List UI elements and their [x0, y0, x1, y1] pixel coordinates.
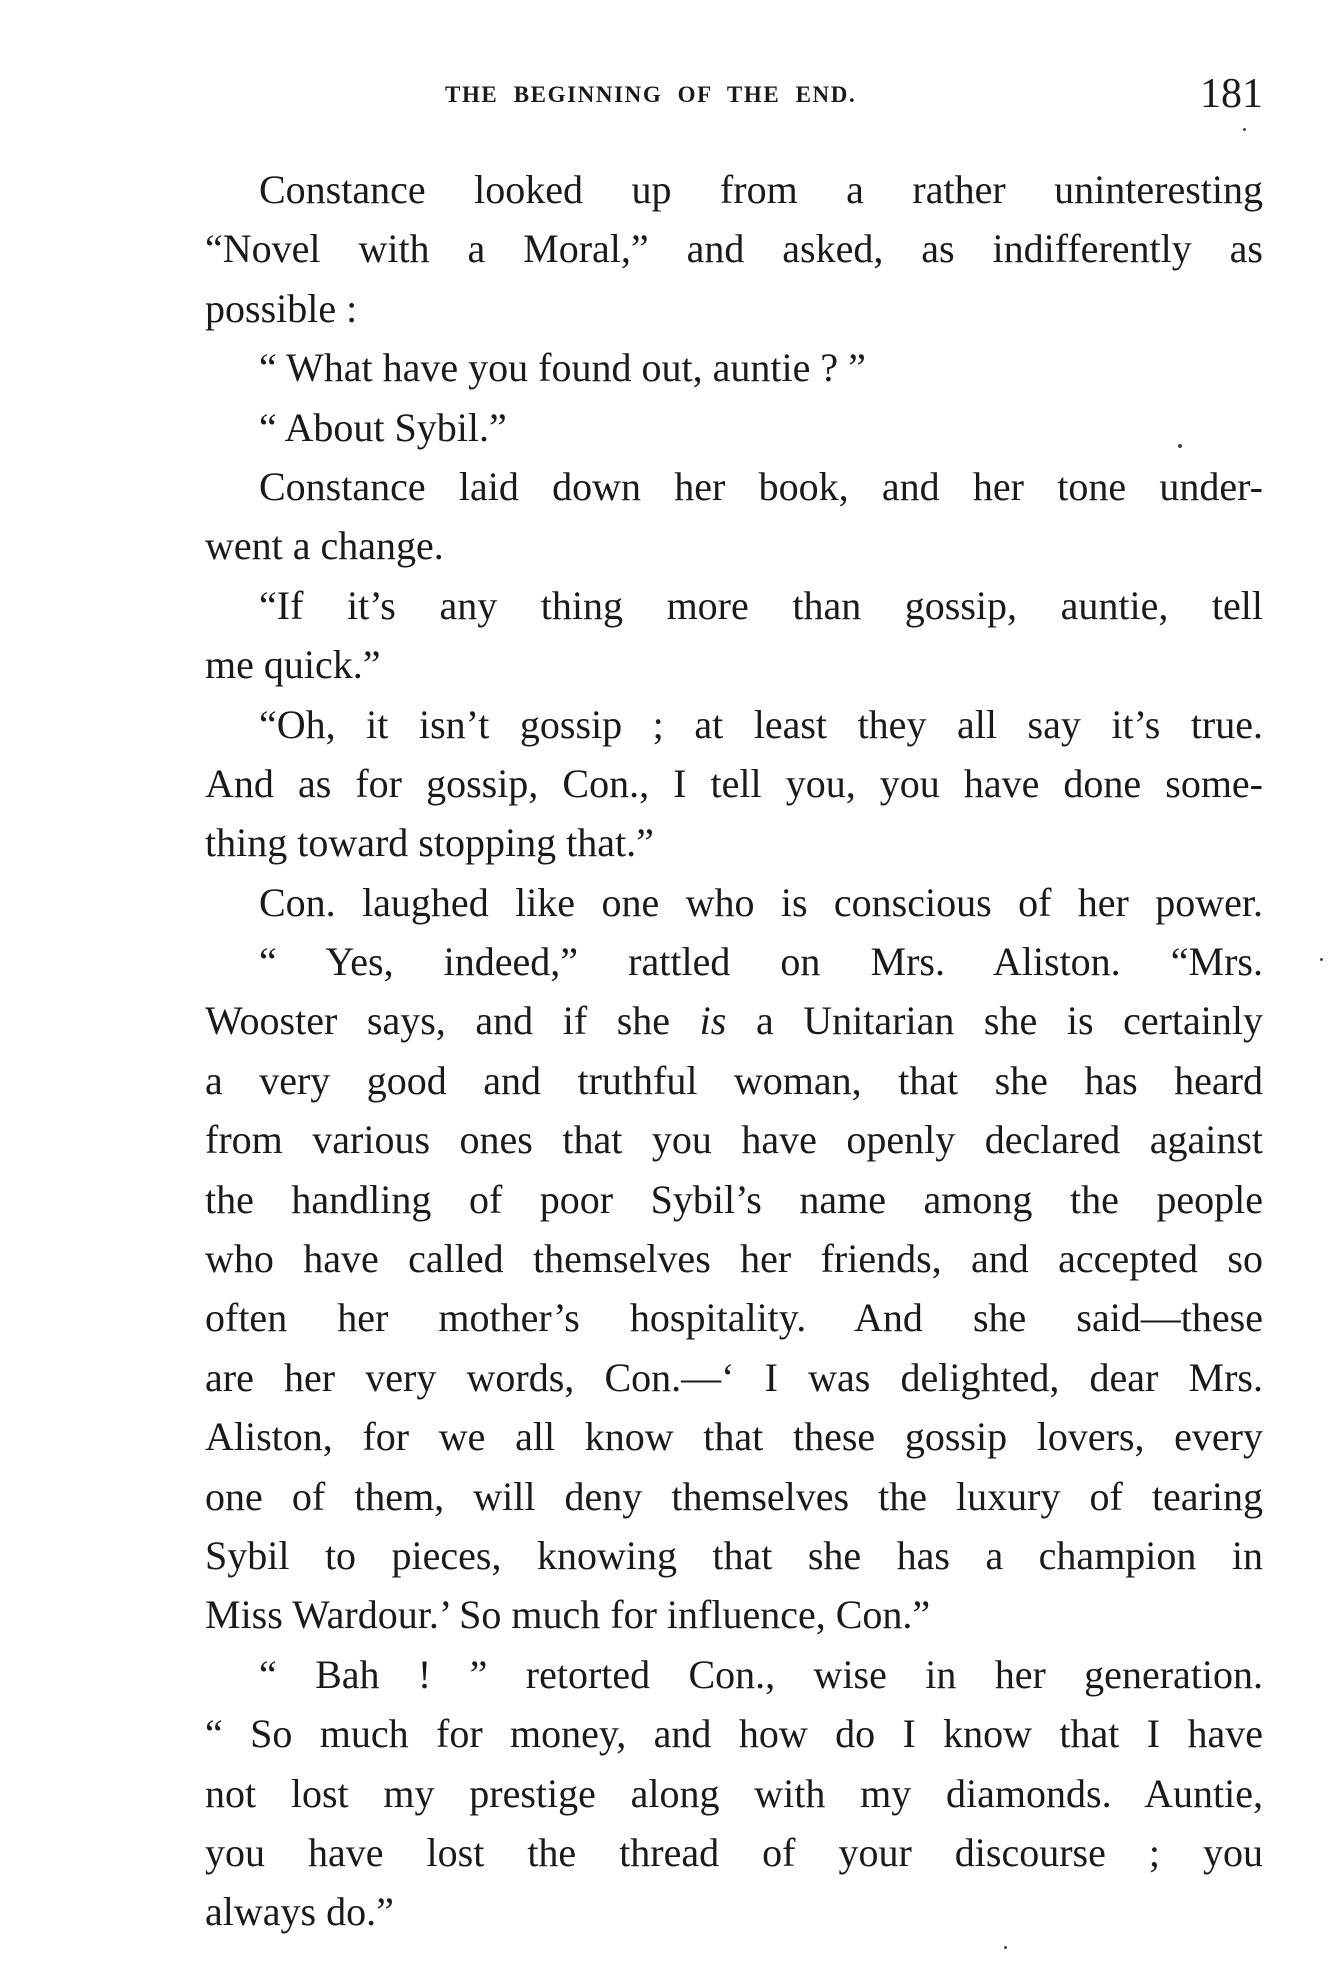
text-line: “Oh, it isn’t gossip ; at least they all say it’s true.: [259, 701, 1263, 747]
text-line: Con. laughed like one who is conscious of her power.: [259, 879, 1263, 925]
text-segment: a Unitarian she is certainly: [755, 998, 1264, 1044]
text-line: you have lost the thread of your discourse ; you: [205, 1829, 1263, 1875]
text-line: the handling of poor Sybil’s name among the people: [205, 1176, 1263, 1222]
text-line: And as for gossip, Con., I tell you, you have done some-: [205, 760, 1263, 806]
text-line: “ Yes, indeed,” rattled on Mrs. Aliston. “Mrs.: [259, 939, 1263, 985]
print-speck: [1004, 1946, 1007, 1949]
text-line: Aliston, for we all know that these gossip lovers, every: [205, 1414, 1263, 1460]
print-speck: [1178, 444, 1182, 448]
text-line: went a change.: [205, 523, 444, 569]
text-line: are her very words, Con.—‘ I was delighted, dear Mrs.: [205, 1354, 1263, 1400]
text-line: Constance laid down her book, and her tone under-: [259, 463, 1263, 509]
text-line: a very good and truthful woman, that she has heard: [205, 1057, 1263, 1103]
italic-word: is: [699, 998, 727, 1044]
text-line: “ So much for money, and how do I know that I have: [205, 1711, 1263, 1757]
page-number: 181: [1200, 71, 1263, 117]
text-line: one of them, will deny themselves the luxury of tearing: [205, 1473, 1263, 1519]
text-line: often her mother’s hospitality. And she said—these: [205, 1295, 1263, 1341]
text-line: always do.”: [205, 1889, 394, 1935]
text-line: Miss Wardour.’ So much for influence, Con.”: [205, 1592, 931, 1638]
text-line: from various ones that you have openly declared against: [205, 1117, 1263, 1163]
text-line: thing toward stopping that.”: [205, 820, 654, 866]
text-line: “ What have you found out, auntie ? ”: [259, 345, 866, 391]
running-title: THE BEGINNING OF THE END.: [445, 82, 857, 107]
text-line: “If it’s any thing more than gossip, auntie, tell: [259, 582, 1263, 628]
text-line: “Novel with a Moral,” and asked, as indifferently as: [205, 226, 1263, 272]
print-speck: [1243, 128, 1246, 131]
text-line: possible :: [205, 285, 358, 331]
body-text: [205, 160, 1263, 1942]
text-line: Sybil to pieces, knowing that she has a champion in: [205, 1532, 1263, 1578]
running-head: [205, 70, 1263, 130]
text-line: Constance looked up from a rather uninteresting: [259, 167, 1263, 212]
text-line: [205, 991, 1263, 1050]
text-segment: Wooster says, and if she: [205, 998, 671, 1044]
text-line: “ About Sybil.”: [259, 404, 507, 450]
text-line: “ Bah ! ” retorted Con., wise in her generation.: [259, 1651, 1263, 1697]
text-line: me quick.”: [205, 642, 381, 688]
text-line: who have called themselves her friends, and accepted so: [205, 1236, 1263, 1282]
print-speck: [1320, 958, 1323, 961]
text-line: not lost my prestige along with my diamonds. Auntie,: [205, 1770, 1263, 1816]
